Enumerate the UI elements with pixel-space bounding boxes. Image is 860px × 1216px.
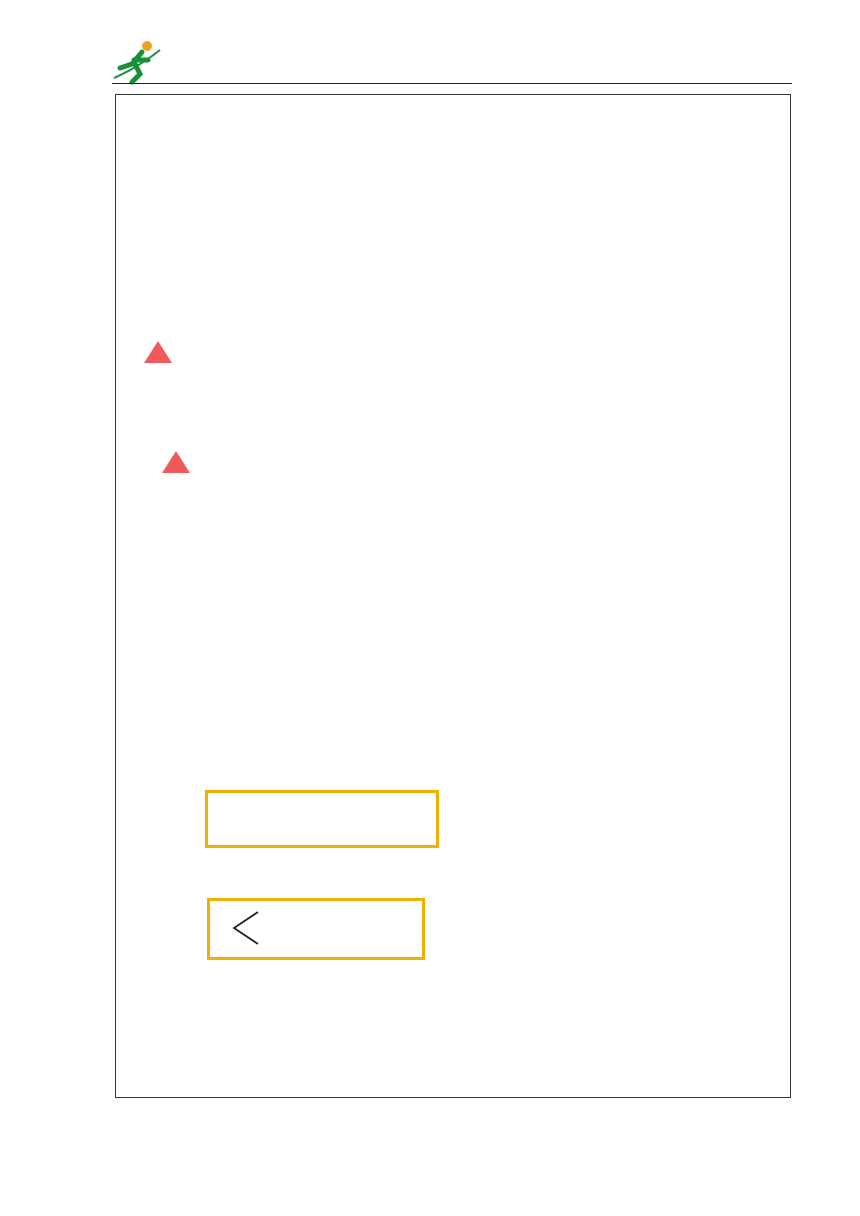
logo — [112, 38, 282, 86]
triangle-icon — [161, 450, 191, 474]
header-divider — [112, 83, 792, 84]
triangle-icon — [143, 340, 173, 364]
runner-logo-icon — [112, 38, 162, 86]
ordered-splits-box — [205, 790, 439, 848]
preset-one-line-a — [160, 450, 192, 480]
split-arrow-icon — [230, 906, 260, 952]
question-line — [142, 340, 174, 366]
